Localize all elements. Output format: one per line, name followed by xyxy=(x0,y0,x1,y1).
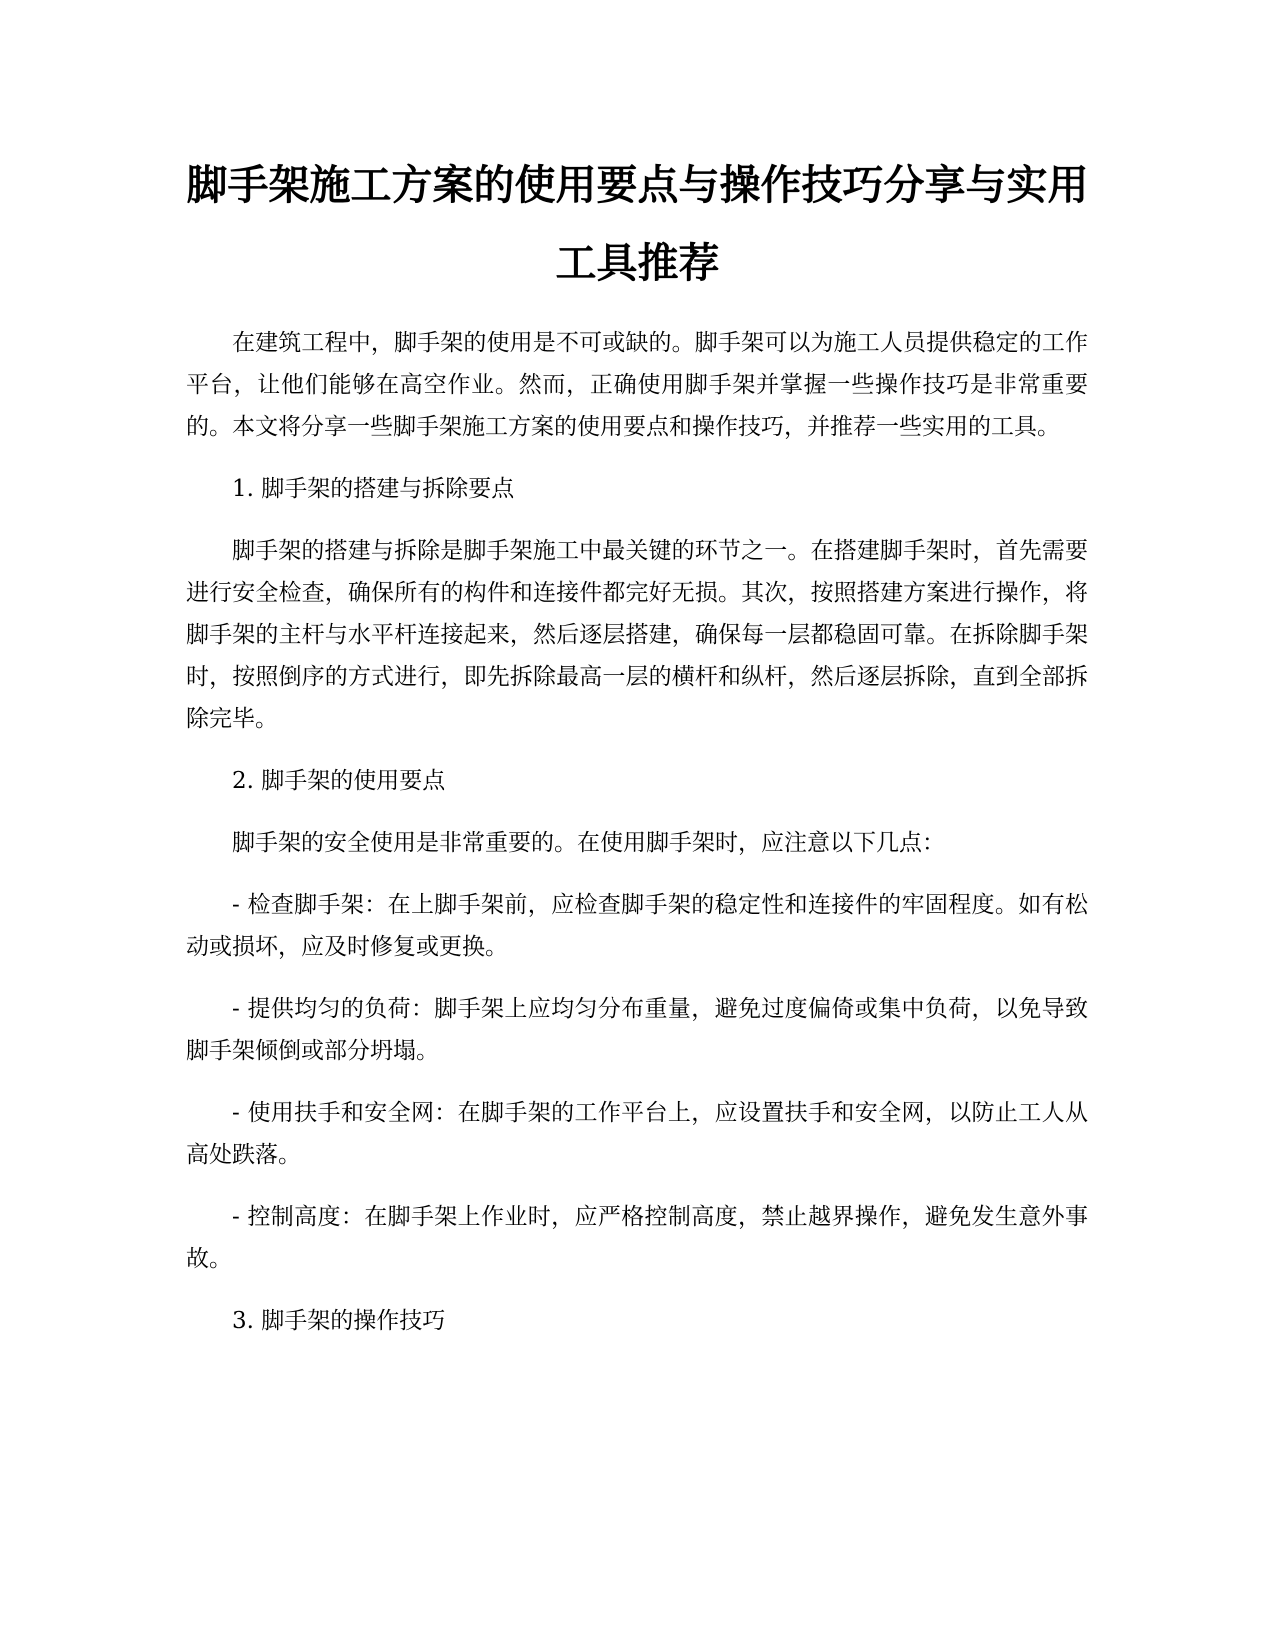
section-heading-3: 3. 脚手架的操作技巧 xyxy=(232,1308,446,1334)
document-title: 脚手架施工方案的使用要点与操作技巧分享与实用工具推荐 xyxy=(186,161,1089,287)
intro-paragraph: 在建筑工程中，脚手架的使用是不可或缺的。脚手架可以为施工人员提供稳定的工作平台，让他们能够在高空作业。然而，正确使用脚手架并掌握一些操作技巧是非常重要的。本文将分享一些脚手架施工方案的使用要点和操作技巧，并推荐一些实用的工具。 xyxy=(186,330,1088,440)
section-1-paragraph: 脚手架的搭建与拆除是脚手架施工中最关键的环节之一。在搭建脚手架时，首先需要进行安全检查，确保所有的构件和连接件都完好无损。其次，按照搭建方案进行操作，将脚手架的主杆与水平杆连接起来，然后逐层搭建，确保每一层都稳固可靠。在拆除脚手架时，按照倒序的方式进行，即先拆除最高一层的横杆和纵杆，然后逐层拆除，直到全部拆除完毕。 xyxy=(186,538,1088,732)
section-heading-1: 1. 脚手架的搭建与拆除要点 xyxy=(232,476,515,502)
list-item-handrail: - 使用扶手和安全网：在脚手架的工作平台上，应设置扶手和安全网，以防止工人从高处跌落。 xyxy=(186,1100,1088,1168)
list-item-height: - 控制高度：在脚手架上作业时，应严格控制高度，禁止越界操作，避免发生意外事故。 xyxy=(186,1204,1088,1272)
document-body xyxy=(186,322,1088,1362)
list-item-inspect: - 检查脚手架：在上脚手架前，应检查脚手架的稳定性和连接件的牢固程度。如有松动或损坏，应及时修复或更换。 xyxy=(186,892,1088,960)
section-2-intro: 脚手架的安全使用是非常重要的。在使用脚手架时，应注意以下几点： xyxy=(232,830,945,856)
list-item-load: - 提供均匀的负荷：脚手架上应均匀分布重量，避免过度偏倚或集中负荷，以免导致脚手架倾倒或部分坍塌。 xyxy=(186,996,1088,1064)
section-heading-2: 2. 脚手架的使用要点 xyxy=(232,768,446,794)
